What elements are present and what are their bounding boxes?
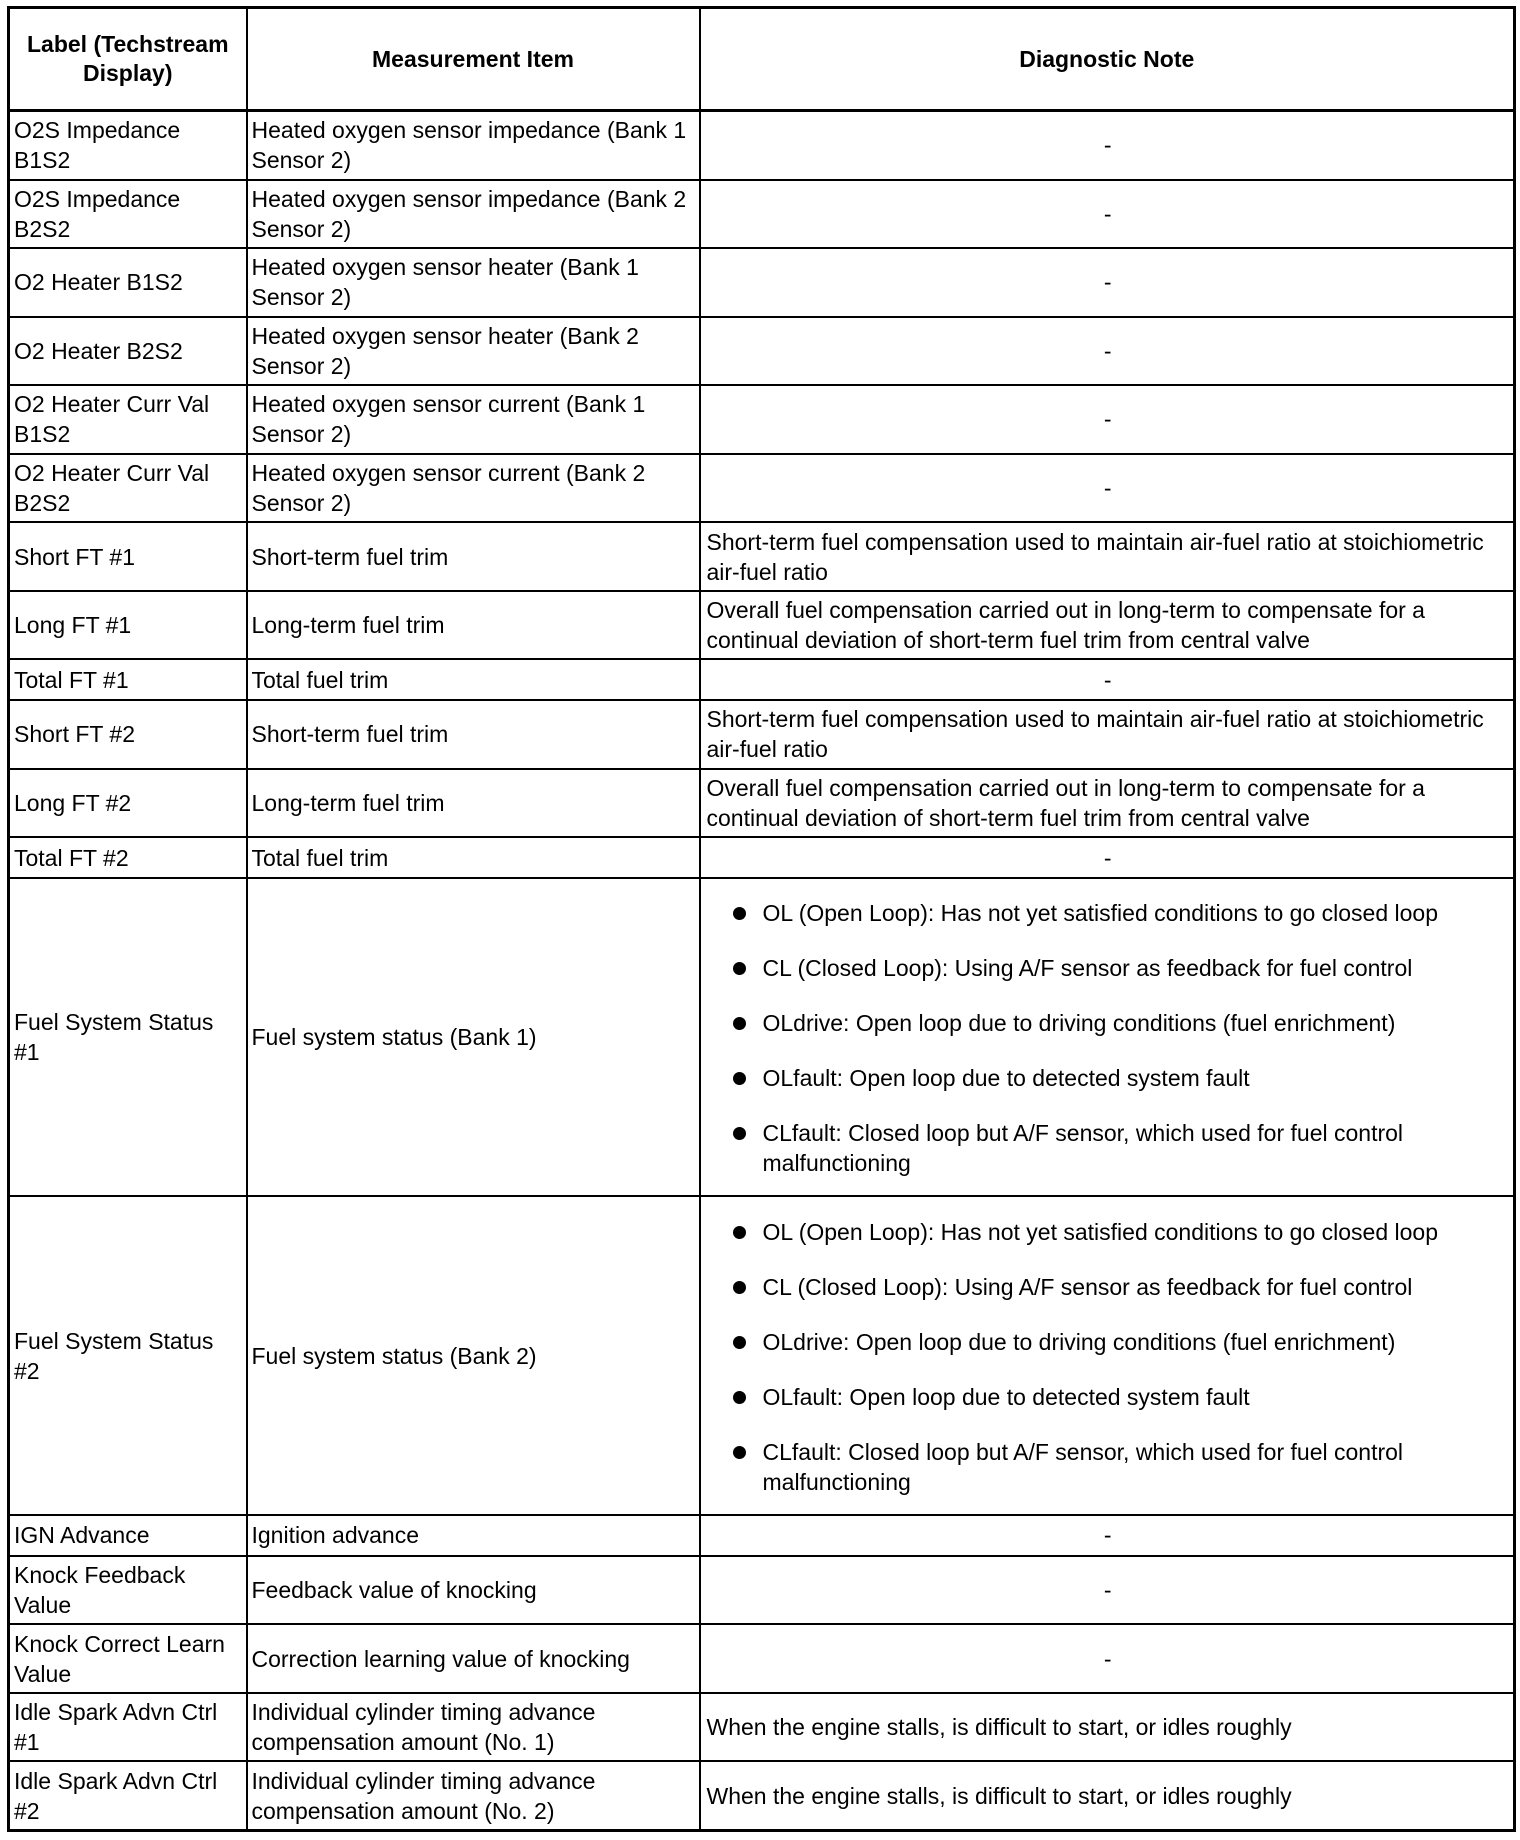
note-bullet-item: OL (Open Loop): Has not yet satisfied conditions to go closed loop [707, 898, 1510, 928]
cell-label: O2 Heater B1S2 [9, 248, 247, 317]
table-row [9, 1693, 1515, 1762]
note-bullet-item: OLdrive: Open loop due to driving conditions (fuel enrichment) [707, 1008, 1510, 1038]
cell-measurement-item: Short-term fuel trim [247, 522, 700, 591]
table-row [9, 1515, 1515, 1556]
cell-measurement-item: Fuel system status (Bank 2) [247, 1196, 700, 1514]
table-row [9, 591, 1515, 660]
cell-label: Idle Spark Advn Ctrl #2 [9, 1761, 247, 1830]
cell-measurement-item: Total fuel trim [247, 837, 700, 878]
cell-measurement-item: Heated oxygen sensor heater (Bank 2 Sensor 2) [247, 317, 700, 386]
header-diagnostic-note: Diagnostic Note [700, 8, 1515, 111]
cell-label: O2S Impedance B1S2 [9, 111, 247, 180]
table-row [9, 180, 1515, 249]
cell-label: Knock Correct Learn Value [9, 1624, 247, 1693]
cell-diagnostic-note: - [700, 837, 1515, 878]
cell-diagnostic-note: - [700, 385, 1515, 454]
cell-diagnostic-note: - [700, 180, 1515, 249]
cell-measurement-item: Individual cylinder timing advance compensation amount (No. 2) [247, 1761, 700, 1830]
cell-label: Idle Spark Advn Ctrl #1 [9, 1693, 247, 1762]
cell-measurement-item: Ignition advance [247, 1515, 700, 1556]
note-bullet-item: CL (Closed Loop): Using A/F sensor as feedback for fuel control [707, 1272, 1510, 1302]
note-bullet-item: OLdrive: Open loop due to driving conditions (fuel enrichment) [707, 1327, 1510, 1357]
table-row [9, 769, 1515, 838]
table-row [9, 659, 1515, 700]
table-row [9, 837, 1515, 878]
cell-diagnostic-note: - [700, 317, 1515, 386]
header-measurement-item: Measurement Item [247, 8, 700, 111]
note-bullet-item: CLfault: Closed loop but A/F sensor, which used for fuel control malfunctioning [707, 1437, 1510, 1497]
cell-diagnostic-note: - [700, 248, 1515, 317]
cell-measurement-item: Heated oxygen sensor impedance (Bank 2 Sensor 2) [247, 180, 700, 249]
table-row [9, 1556, 1515, 1625]
table-row [9, 385, 1515, 454]
cell-label: Long FT #1 [9, 591, 247, 660]
cell-label: IGN Advance [9, 1515, 247, 1556]
cell-diagnostic-note: - [700, 1624, 1515, 1693]
cell-diagnostic-note: Short-term fuel compensation used to maintain air-fuel ratio at stoichiometric air-fuel ratio [700, 700, 1515, 769]
table-row [9, 111, 1515, 180]
cell-measurement-item: Long-term fuel trim [247, 769, 700, 838]
cell-diagnostic-note [700, 878, 1515, 1196]
table-row [9, 878, 1515, 1196]
cell-label: Fuel System Status #1 [9, 878, 247, 1196]
cell-label: Short FT #2 [9, 700, 247, 769]
table-header-row [9, 8, 1515, 111]
cell-diagnostic-note: - [700, 111, 1515, 180]
cell-label: Knock Feedback Value [9, 1556, 247, 1625]
cell-label: Total FT #1 [9, 659, 247, 700]
cell-label: Short FT #1 [9, 522, 247, 591]
note-bullet-list [707, 894, 1510, 1180]
cell-diagnostic-note: When the engine stalls, is difficult to start, or idles roughly [700, 1693, 1515, 1762]
note-bullet-item: OLfault: Open loop due to detected system fault [707, 1063, 1510, 1093]
cell-label: Long FT #2 [9, 769, 247, 838]
cell-diagnostic-note: Overall fuel compensation carried out in long-term to compensate for a continual deviation of short-term fuel trim from central valve [700, 591, 1515, 660]
note-bullet-item: OL (Open Loop): Has not yet satisfied conditions to go closed loop [707, 1217, 1510, 1247]
cell-measurement-item: Heated oxygen sensor current (Bank 1 Sensor 2) [247, 385, 700, 454]
cell-label: O2 Heater Curr Val B2S2 [9, 454, 247, 523]
cell-measurement-item: Individual cylinder timing advance compensation amount (No. 1) [247, 1693, 700, 1762]
cell-measurement-item: Short-term fuel trim [247, 700, 700, 769]
cell-label: Fuel System Status #2 [9, 1196, 247, 1514]
header-label: Label (Techstream Display) [9, 8, 247, 111]
cell-label: Total FT #2 [9, 837, 247, 878]
cell-diagnostic-note: - [700, 1556, 1515, 1625]
cell-measurement-item: Long-term fuel trim [247, 591, 700, 660]
cell-measurement-item: Heated oxygen sensor current (Bank 2 Sensor 2) [247, 454, 700, 523]
cell-label: O2 Heater Curr Val B1S2 [9, 385, 247, 454]
cell-diagnostic-note: Overall fuel compensation carried out in long-term to compensate for a continual deviation of short-term fuel trim from central valve [700, 769, 1515, 838]
cell-measurement-item: Feedback value of knocking [247, 1556, 700, 1625]
cell-measurement-item: Heated oxygen sensor impedance (Bank 1 Sensor 2) [247, 111, 700, 180]
cell-diagnostic-note: - [700, 659, 1515, 700]
table-row [9, 522, 1515, 591]
table-row [9, 700, 1515, 769]
cell-measurement-item: Total fuel trim [247, 659, 700, 700]
table-row [9, 317, 1515, 386]
cell-measurement-item: Heated oxygen sensor heater (Bank 1 Sensor 2) [247, 248, 700, 317]
cell-diagnostic-note: - [700, 454, 1515, 523]
table-row [9, 1624, 1515, 1693]
diagnostic-data-table [7, 6, 1516, 1832]
note-bullet-list [707, 1213, 1510, 1499]
note-bullet-item: CLfault: Closed loop but A/F sensor, which used for fuel control malfunctioning [707, 1118, 1510, 1178]
cell-diagnostic-note: When the engine stalls, is difficult to start, or idles roughly [700, 1761, 1515, 1830]
table-row [9, 248, 1515, 317]
cell-label: O2S Impedance B2S2 [9, 180, 247, 249]
cell-diagnostic-note: Short-term fuel compensation used to maintain air-fuel ratio at stoichiometric air-fuel ratio [700, 522, 1515, 591]
cell-measurement-item: Fuel system status (Bank 1) [247, 878, 700, 1196]
table-body [9, 111, 1515, 1831]
table-row [9, 454, 1515, 523]
note-bullet-item: OLfault: Open loop due to detected system fault [707, 1382, 1510, 1412]
note-bullet-item: CL (Closed Loop): Using A/F sensor as feedback for fuel control [707, 953, 1510, 983]
cell-diagnostic-note [700, 1196, 1515, 1514]
cell-diagnostic-note: - [700, 1515, 1515, 1556]
cell-measurement-item: Correction learning value of knocking [247, 1624, 700, 1693]
cell-label: O2 Heater B2S2 [9, 317, 247, 386]
table-row [9, 1761, 1515, 1830]
table-row [9, 1196, 1515, 1514]
